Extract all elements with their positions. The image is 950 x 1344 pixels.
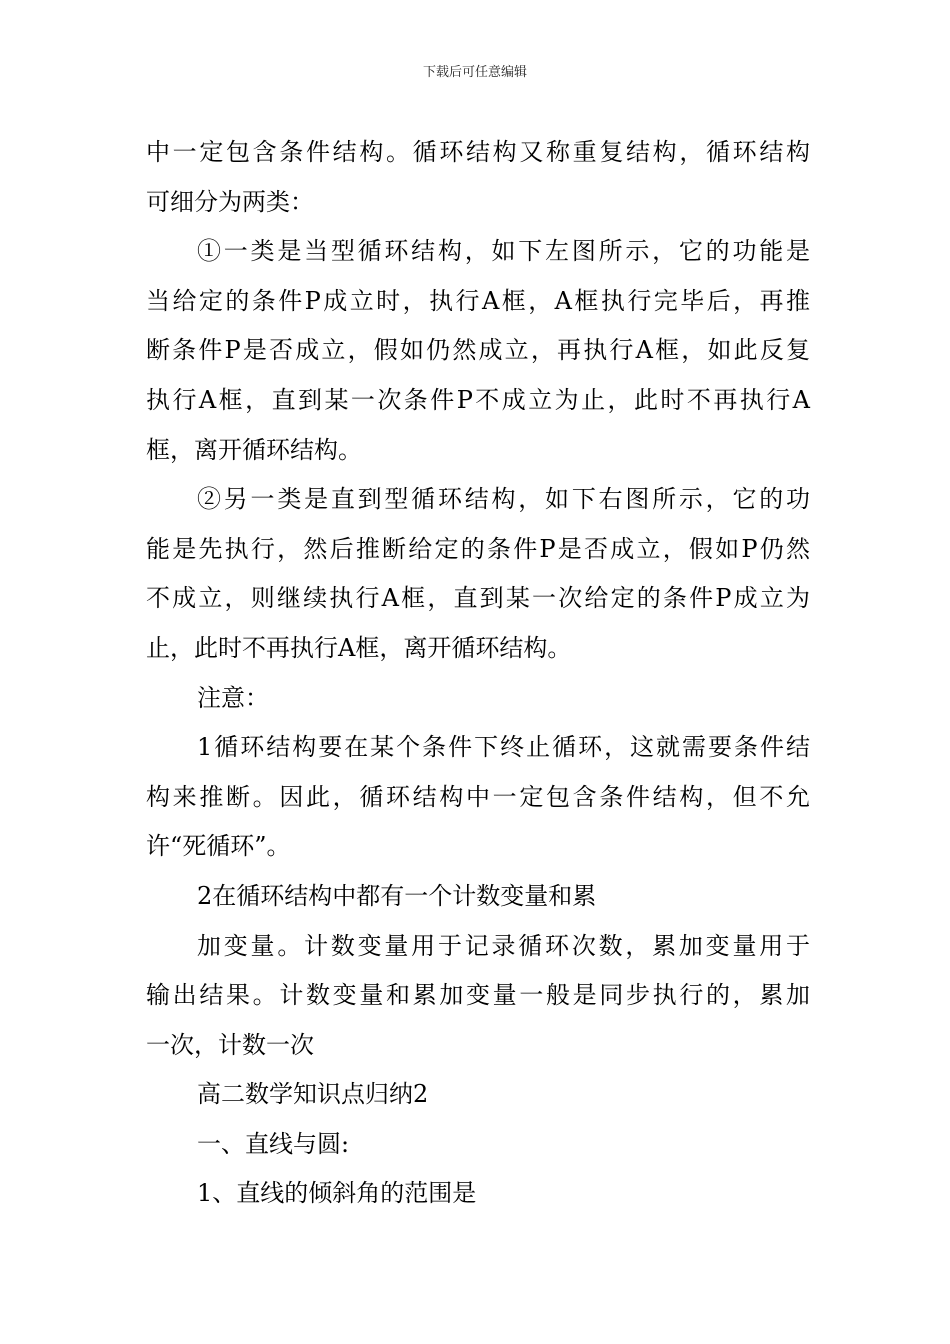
text-line: 一次，计数一次 [146, 1030, 314, 1059]
text-line: 断条件P是否成立，假如仍然成立，再执行A框，如此反复 [146, 336, 810, 365]
text-line: ②另一类是直到型循环结构，如下右图所示，它的功 [197, 485, 810, 514]
text-line: 能是先执行，然后推断给定的条件P是否成立，假如P仍然 [146, 534, 810, 563]
text-line: 止，此时不再执行A框，离开循环结构。 [146, 633, 572, 662]
subsection-heading: 一、直线与圆: [197, 1129, 350, 1158]
text-line: 2在循环结构中都有一个计数变量和累 [197, 881, 597, 910]
text-line: 执行A框，直到某一次条件P不成立为止，此时不再执行A [146, 385, 810, 414]
document-body [146, 128, 810, 1219]
text-line: 不成立，则继续执行A框，直到某一次给定的条件P成立为 [146, 584, 810, 613]
text-line: 1循环结构要在某个条件下终止循环，这就需要条件结 [197, 733, 810, 762]
text-line: 注意： [197, 683, 269, 712]
text-line: ①一类是当型循环结构，如下左图所示，它的功能是 [197, 237, 810, 266]
text-line: 中一定包含条件结构。循环结构又称重复结构，循环结构 [146, 138, 810, 166]
text-line: 加变量。计数变量用于记录循环次数，累加变量用于 [197, 931, 810, 960]
text-line: 许“死循环”。 [146, 832, 291, 861]
text-line: 构来推断。因此，循环结构中一定包含条件结构，但不允 [146, 782, 810, 811]
text-line: 输出结果。计数变量和累加变量一般是同步执行的，累加 [146, 981, 810, 1010]
text-line: 可细分为两类： [146, 187, 314, 216]
text-line: 当给定的条件P成立时，执行A框，A框执行完毕后，再推 [146, 286, 810, 315]
text-line: 1、直线的倾斜角的范围是 [197, 1179, 477, 1208]
text-line: 框，离开循环结构。 [146, 435, 362, 464]
page-header: 下载后可任意编辑 [422, 65, 527, 80]
section-heading: 高二数学知识点归纳2 [197, 1080, 429, 1109]
